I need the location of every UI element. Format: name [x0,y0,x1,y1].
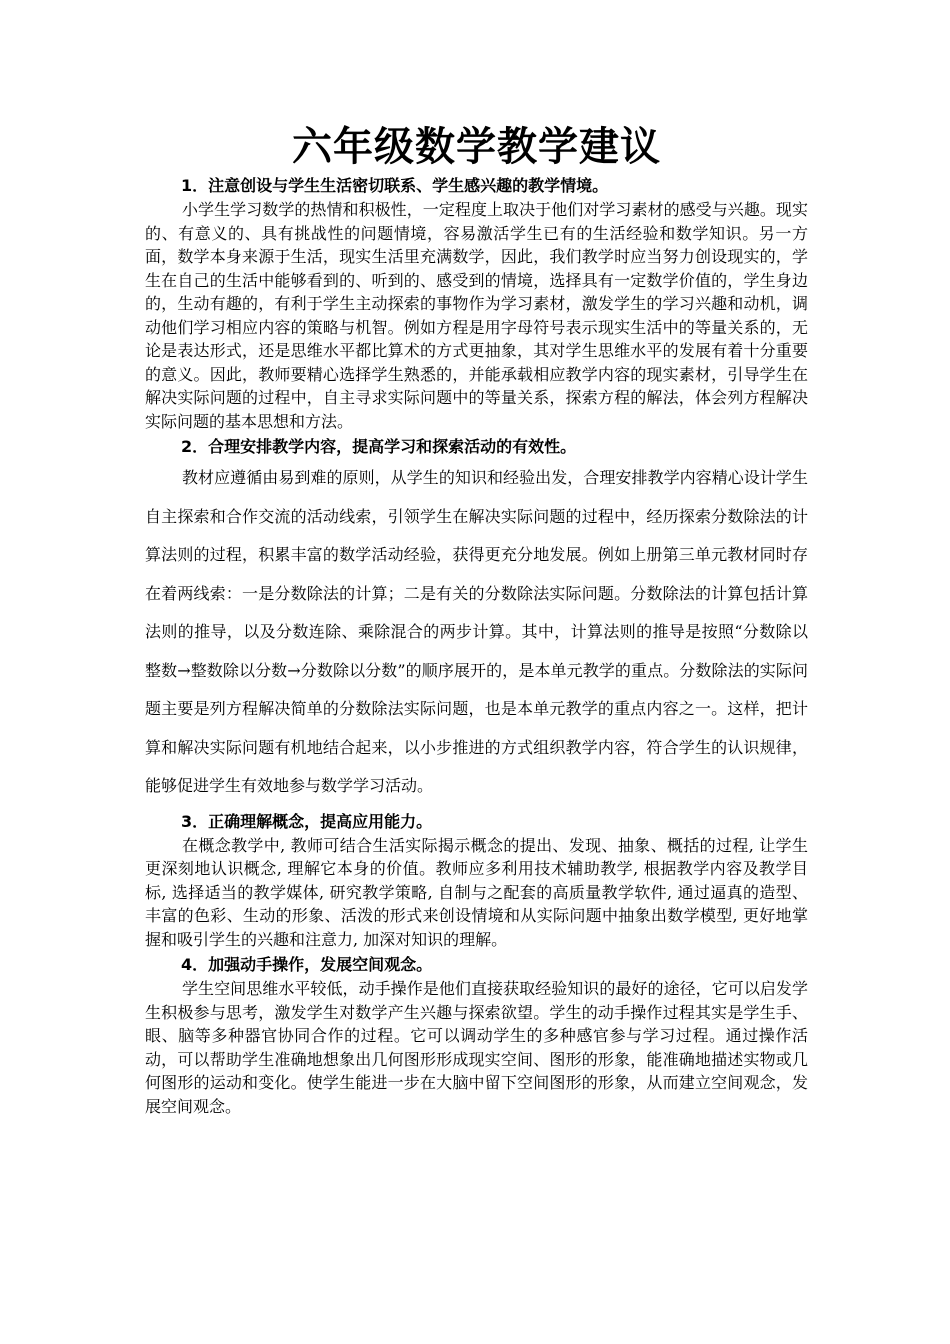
section-heading-4: 4．加强动手操作，发展空间观念。 [181,955,433,974]
section-body-4: 学生空间思维水平较低，动手操作是他们直接获取经验知识的最好的途径，它可以启发学生积极参与思考，激发学生对数学产生兴趣与探索欲望。学生的动手操作过程其实是学生手、眼、脑等多种器官协同合作的过程。它可以调动学生的多种感官参与学习过程。通过操作活动，可以帮助学生准确地想象出几何图形形成现实空间、图形的形象，能准确地描述实物或几何图形的运动和变化。使学生能进一步在大脑中留下空间图形的形象，从而建立空间观念，发展空间观念。 [145,979,808,1116]
section-heading-2: 2．合理安排教学内容，提高学习和探索活动的有效性。 [181,437,577,456]
section-heading-1: 1．注意创设与学生生活密切联系、学生感兴趣的教学情境。 [181,176,609,195]
section-body-2: 教材应遵循由易到难的原则，从学生的知识和经验出发，合理安排教学内容精心设计学生自主探索和合作交流的活动线索，引领学生在解决实际问题的过程中，经历探索分数除法的计算法则的过程，积累丰富的数学活动经验，获得更充分地发展。例如上册第三单元教材同时存在着两线索：一是分数除法的计算；二是有关的分数除法实际问题。分数除法的计算包括计算法则的推导，以及分数连除、乘除混合的两步计算。其中，计算法则的推导是按照“分数除以整数→整数除以分数→分数除以分数”的顺序展开的，是本单元教学的重点。分数除法的实际问题主要是列方程解决简单的分数除法实际问题，也是本单元教学的重点内容之一。这样，把计算和解决实际问题有机地结合起来，以小步推进的方式组织教学内容，符合学生的认识规律，能够促进学生有效地参与数学学习活动。 [145,468,808,795]
section-body-1: 小学生学习数学的热情和积极性，一定程度上取决于他们对学习素材的感受与兴趣。现实的、有意义的、具有挑战性的问题情境，容易激活学生已有的生活经验和数学知识。另一方面，数学本身来源于生活，现实生活里充满数学，因此，我们教学时应当努力创设现实的，学生在自己的生活中能够看到的、听到的、感受到的情境，选择具有一定数学价值的，学生身边的，生动有趣的，有利于学生主动探索的事物作为学习素材，激发学生的学习兴趣和动机，调动他们学习相应内容的策略与机智。例如方程是用字母符号表示现实生活中的等量关系的，无论是表达形式，还是思维水平都比算术的方式更抽象，其对学生思维水平的发展有着十分重要的意义。因此，教师要精心选择学生熟悉的，并能承载相应教学内容的现实素材，引导学生在解决实际问题的过程中，自主寻求实际问题中的等量关系，探索方程的解法，体会列方程解决实际问题的基本思想和方法。 [145,200,808,431]
section-body-3: 在概念教学中, 教师可结合生活实际揭示概念的提出、发现、抽象、概括的过程, 让学生更深刻地认识概念, 理解它本身的价值。教师应多利用技术辅助教学, 根据教学内容及教学目标, 选择适当的教学媒体, 研究教学策略, 自制与之配套的高质量教学软件, 通过逼真的造型、丰富的色彩、生动的形象、活泼的形式来创设情境和从实际问题中抽象出数学模型, 更好地掌握和吸引学生的兴趣和注意力, 加深对知识的理解。 [145,835,808,949]
page-title: 六年级数学教学建议 [292,123,661,170]
section-heading-3: 3．正确理解概念，提高应用能力。 [181,811,433,831]
